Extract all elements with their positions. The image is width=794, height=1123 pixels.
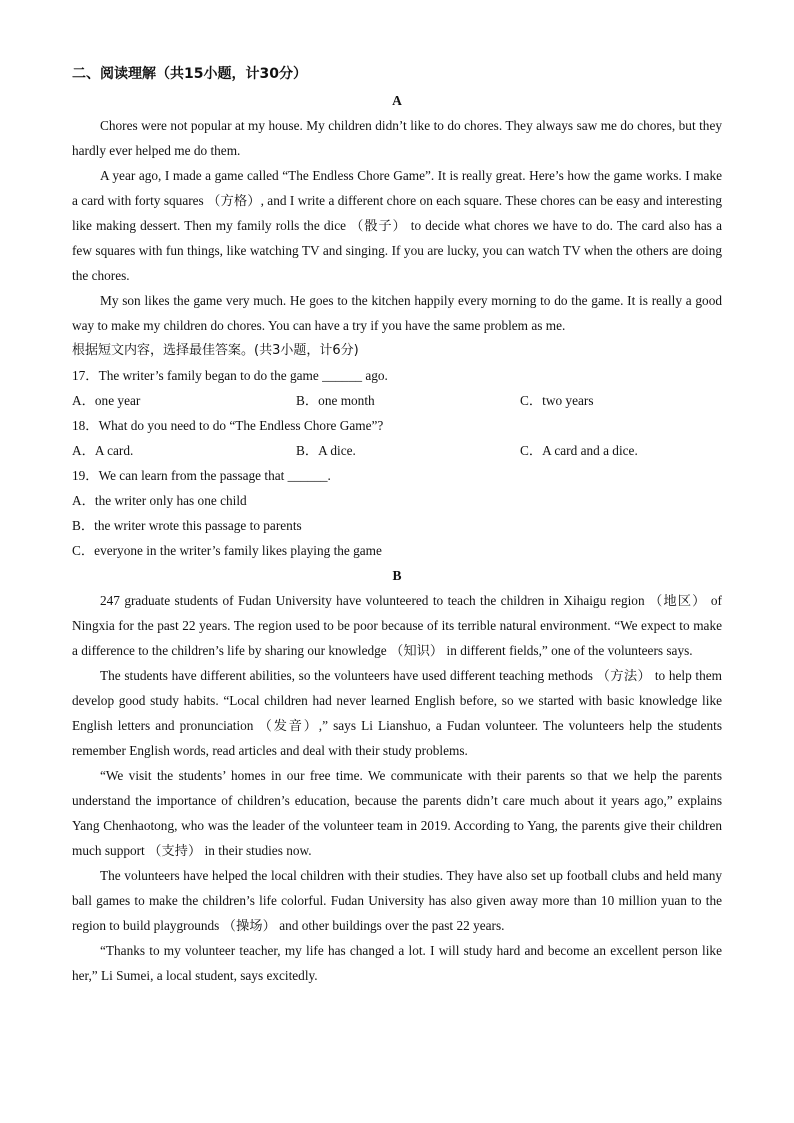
question-19-option-c[interactable]: C．everyone in the writer’s family likes playing the game	[72, 543, 382, 558]
question-17-options	[72, 388, 722, 413]
question-instruction: 根据短文内容，选择最佳答案。(共3小题，计6分)	[72, 343, 359, 358]
question-17-stem: 17．The writer’s family began to do the game ______ ago.	[72, 368, 388, 383]
question-19-option-a[interactable]: A．the writer only has one child	[72, 493, 247, 508]
question-18-stem: 18．What do you need to do “The Endless Chore Game”?	[72, 418, 384, 433]
passage-b-label: B	[392, 568, 402, 583]
passage-b-paragraph: “We visit the students’ homes in our free time. We communicate with their parents so that we help the parents understand the importance of children’s education, because the parents didn’t care much about it years ago,” explains Yang Chenhaotong, who was the leader of the volunteer team in 2019. According to Yang, the parents give their children much support （支持） in their studies now.	[72, 768, 722, 858]
question-18-options	[72, 438, 722, 463]
passage-b-paragraph: “Thanks to my volunteer teacher, my life has changed a lot. I will study hard and become an excellent person like her,” Li Sumei, a local student, says excitedly.	[72, 943, 722, 983]
passage-a-paragraph: My son likes the game very much. He goes to the kitchen happily every morning to do the game. It is really a good way to make my children do chores. You can have a try if you have the same problem as me.	[72, 293, 722, 333]
question-19-option-b[interactable]: B．the writer wrote this passage to parents	[72, 518, 302, 533]
question-17-option-b[interactable]: B．one month	[296, 393, 375, 408]
question-17-option-a[interactable]: A．one year	[72, 393, 141, 408]
passage-a-label: A	[392, 93, 402, 108]
section-title: 二、阅读理解（共15小题，计30分）	[72, 66, 307, 82]
question-18-option-b[interactable]: B．A dice.	[296, 443, 356, 458]
question-18-option-c[interactable]: C．A card and a dice.	[520, 443, 638, 458]
passage-a-paragraph: Chores were not popular at my house. My children didn’t like to do chores. They always saw me do chores, but they hardly ever helped me do them.	[72, 118, 722, 158]
question-17-option-c[interactable]: C．two years	[520, 393, 594, 408]
passage-b-paragraph: The volunteers have helped the local children with their studies. They have also set up football clubs and held many ball games to make the children’s life colorful. Fudan University has also given away more than 10 million yuan to the region to build playgrounds （操场） and other buildings over the past 22 years.	[72, 868, 722, 933]
question-18-option-a[interactable]: A．A card.	[72, 443, 134, 458]
exam-page	[72, 62, 722, 988]
passage-b-paragraph: The students have different abilities, so the volunteers have used different teaching methods （方法） to help them develop good study habits. “Local children had never learned English before, so we started with basic knowledge like English letters and pronunciation （发音）,” says Li Lianshuo, a Fudan volunteer. The volunteers help the students remember English words, read articles and deal with their study problems.	[72, 668, 722, 758]
question-19-stem: 19．We can learn from the passage that ______.	[72, 468, 331, 483]
passage-b-paragraph: 247 graduate students of Fudan University have volunteered to teach the children in Xihaigu region （地区） of Ningxia for the past 22 years. The region used to be poor because of its terrible natural environment. “We expect to make a difference to the children’s life by sharing our knowledge （知识） in different fields,” one of the volunteers says.	[72, 593, 722, 658]
passage-a-paragraph: A year ago, I made a game called “The Endless Chore Game”. It is really great. Here’s how the game works. I make a card with forty squares （方格）, and I write a different chore on each square. These chores can be easy and interesting like making dessert. Then my family rolls the dice （骰子） to decide what chores we have to do. The card also has a few squares with fun things, like watching TV and singing. If you are lucky, you can watch TV when the others are doing the chores.	[72, 168, 722, 283]
